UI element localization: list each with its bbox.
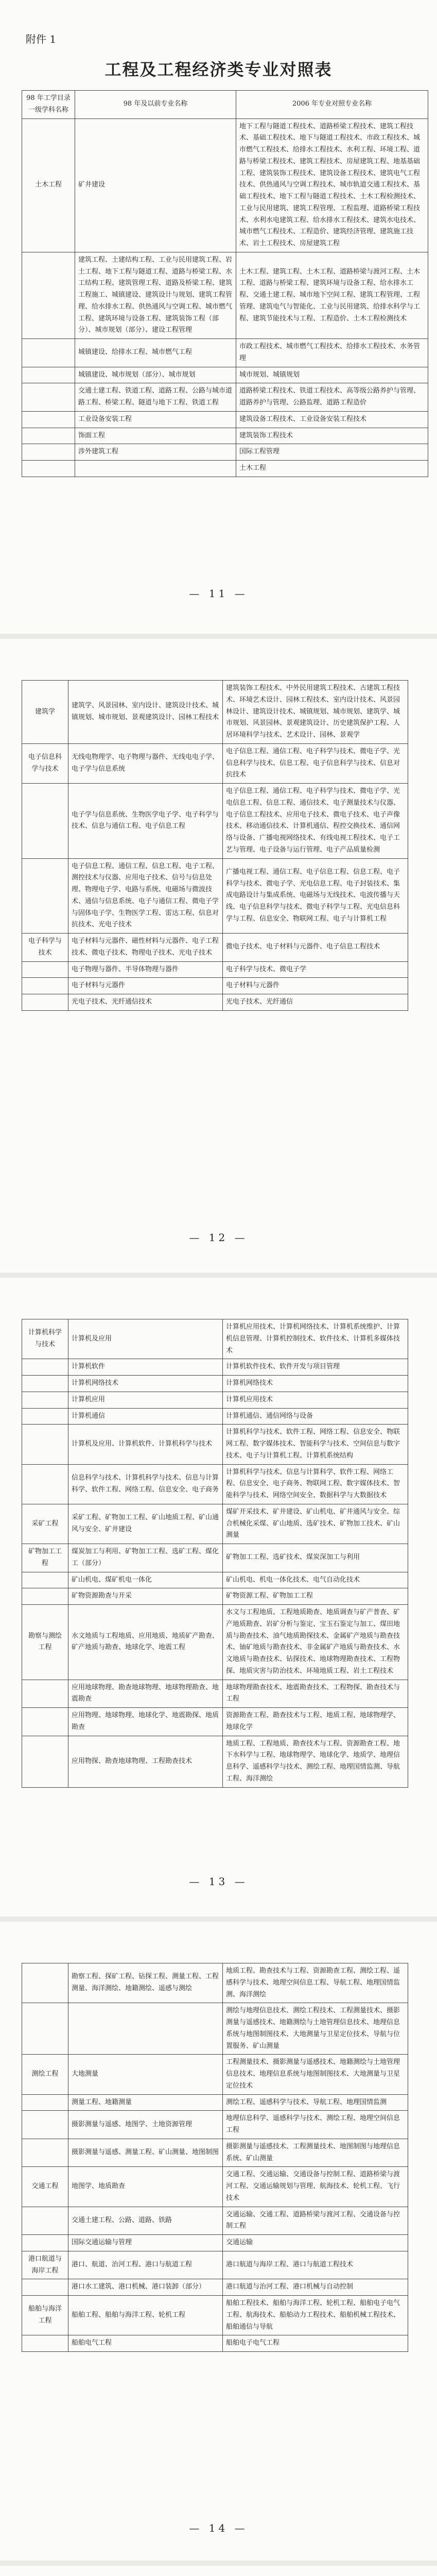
table-row (22, 2167, 408, 2207)
header-col2: 98 年及以前专业名称 (75, 91, 236, 119)
cell-c3: 地球物理勘查技术、地震勘查技术、工程物探、勘查技术与工程 (223, 1680, 408, 1708)
page-gap (0, 1273, 437, 1278)
cell-c2: 计算机及应用、计算机软件、计算机科学与技术 (68, 1425, 223, 1464)
table-row (22, 743, 408, 783)
table-row (22, 2251, 408, 2279)
cell-c2: 采矿工程、矿物加工工程、矿山地质工程、矿山通风与安全、矿井建设 (68, 1504, 223, 1544)
cell-c2: 大地测量 (68, 2055, 223, 2094)
cell-c1: 电子科学与技术 (22, 934, 68, 962)
cell-c3: 船舶工程技术、船舶与海洋工程、轮机工程、船舶电子电气工程、航海技术、船舶动力工程技术、船舶机械工程技术、船舶通信与导航 (223, 2296, 408, 2335)
cell-c1 (22, 461, 75, 477)
table-row (22, 2207, 408, 2235)
table-row (22, 444, 428, 461)
cell-c2: 建筑工程、土建结构工程、工业与民用建筑工程、岩土工程、地下工程与隧道工程、道路与桥梁工程、水工结构工程、建筑管理工程、道路及桥梁工程、建筑工程施工、城镇建设、建筑设计与规划、建筑工程管理、给水排水工程、供热通风与空调工程、城市燃气工程、建筑环境与设备工程、建筑装饰工程（部分）、城市规划（部分）、建设工程管理 (75, 252, 236, 338)
cell-c2: 应用物探、勘查地球物理、工程勘查技术 (68, 1736, 223, 1787)
cell-c1 (22, 1392, 68, 1408)
cell-c3: 光电子技术、光纤通信 (223, 994, 408, 1011)
table-row (22, 994, 408, 1011)
cell-c2: 计算机软件 (68, 1359, 223, 1376)
cell-c3: 地质工程、勘查技术与工程、资源勘查工程、测绘工程、遥感科学与技术、地理空间信息工程、导航工程、地理国情监测、海洋测绘 (223, 1963, 408, 2003)
table-row (22, 1504, 408, 1544)
cell-c3: 水文与工程地质、工程地质勘查、地质调查与矿产普查、矿产地质勘查、岩矿分析与鉴定、宝玉石鉴定与加工、煤田地质与勘查技术、油气地质勘探技术、金属矿产地质与勘查技术、铀矿地质与勘查技术、非金属矿产地质与勘查技术、水文地质与勘查技术、钻探技术、地球物理勘查技术、工程物探、地质灾害与防治技术、环境地质工程、岩土工程技术 (223, 1605, 408, 1680)
table-row (22, 1359, 408, 1376)
cell-c2: 矿物资源勘查与开采 (68, 1588, 223, 1605)
cell-c3: 矿物加工工程、选矿技术、煤炭深加工与利用 (223, 1544, 408, 1572)
cell-c2: 国际交通运输与管理 (68, 2235, 223, 2251)
table-row (22, 367, 428, 383)
cell-c3: 地下工程与隧道工程技术、道路桥梁工程技术、建筑工程技术、基础工程技术、地下与隧道工程技术、市政工程技术、城市燃气工程技术、给排水工程技术、水利工程、环境工程、道路与桥梁工程技术、建筑工程技术、房屋建筑工程、地基基础工程、建筑装饰工程技术、建筑设备工程技术、建筑电气工程技术、供热通风与空调工程技术、城市轨道交通工程技术、基础工程技术、地下工程与隧道工程技术、土木工程检测技术、工业与民用建筑、建筑工程管理、工程监理、道路桥梁工程技术、水利水电建筑工程、给水排水工程技术、建筑水电技术、城市燃气工程技术、工程造价、建筑经济管理、建筑施工技术、岩土工程技术、房屋建筑工程 (236, 118, 428, 252)
table-row (22, 1425, 408, 1464)
page-number: — 14 — (189, 2522, 248, 2534)
cell-c2: 电子材料与元器件 (68, 978, 223, 994)
cell-c1: 电子信息科学与技术 (22, 743, 68, 783)
cell-c1 (22, 994, 68, 1011)
cell-c3: 工程测量技术、摄影测量与遥感技术、地籍测绘与土地管理信息技术、地理信息系统与地图制图技术、大地测量与卫星定位技术 (223, 2055, 408, 2094)
cell-c1 (22, 2207, 68, 2235)
cell-c1 (22, 1680, 68, 1708)
table-row (22, 2111, 408, 2139)
cell-c3: 计算机科学与技术、软件工程、网络工程、信息安全、物联网工程、数字媒体技术、智能科学与技术、空间信息与数字技术、电子与计算机工程、计算机系统结构 (223, 1425, 408, 1464)
cell-c1: 计算机科学与技术 (22, 1319, 68, 1359)
cell-c1 (22, 428, 75, 444)
cell-c2: 电子信息工程、通信工程、信息工程、电子工程、测控技术与仪器、应用电子技术、信号与信息处理、物理电子学、电路与系统、电磁场与微波技术、通信与信息系统、电子与通信工程、微电子学与固体电子学、生物医学工程、雷达工程、信息对抗技术、光电子技术 (68, 858, 223, 934)
cell-c2: 港口水工建筑、港口机械、港口装卸（部分） (68, 2279, 223, 2296)
table-row (22, 784, 408, 859)
cell-c2: 信息科学与技术、计算机科学与技术、信息与计算科学、软件工程、网络工程、信息安全、电子商务 (68, 1464, 223, 1504)
cell-c1 (22, 1408, 68, 1425)
cell-c2: 电子学与信息系统、生物医学电子学、电子科学与技术、信息与通信工程、电子信息工程 (68, 784, 223, 859)
cell-c2: 计算机通信 (68, 1408, 223, 1425)
cell-c1 (22, 383, 75, 412)
cell-c3: 电子信息工程、通信工程、电子科学与技术、微电子学、光信息科学与技术、信息工程、电子信息科学与技术、信息对抗技术 (223, 743, 408, 783)
page-1 (0, 0, 437, 634)
cell-c1 (22, 858, 68, 934)
cell-c3: 市政工程技术、城市燃气工程技术、给排水工程技术、水务管理 (236, 339, 428, 367)
cell-c1 (22, 2003, 68, 2055)
cell-c2: 交通土建工程、铁道工程、道路工程、公路与城市道路工程、桥梁工程、隧道与地下工程、铁道工程 (75, 383, 236, 412)
document-title: 工程及工程经济类专业对照表 (104, 60, 333, 79)
table-row (22, 2335, 408, 2352)
cell-c2: 计算机应用 (68, 1392, 223, 1408)
cell-c1 (22, 1736, 68, 1787)
table-row (22, 383, 428, 412)
cell-c3: 计算机软件技术、软件开发与项目管理 (223, 1359, 408, 1376)
table-row (22, 461, 428, 477)
cell-c1: 测绘工程 (22, 2055, 68, 2094)
attachment-label: 附件 1 (26, 33, 57, 45)
cell-c1 (22, 1359, 68, 1376)
table-row (22, 2003, 408, 2055)
table-row (22, 978, 408, 994)
cell-c2: 涉外建筑工程 (75, 444, 236, 461)
cell-c2: 港口、航道、治河工程、港口与航道工程 (68, 2251, 223, 2279)
table-row (22, 1544, 408, 1572)
page-number: — 11 — (189, 587, 248, 600)
table-page-1 (22, 90, 428, 477)
table-row (22, 1963, 408, 2003)
table-row (22, 1319, 408, 1359)
table-page-2 (22, 680, 408, 1011)
table-row (22, 2279, 408, 2296)
cell-c3: 计算机网络技术 (223, 1376, 408, 1392)
page-gap (0, 634, 437, 639)
cell-c2: 船舶电气工程 (68, 2335, 223, 2352)
cell-c2: 光电子技术、光纤通信技术 (68, 994, 223, 1011)
cell-c1 (22, 339, 75, 367)
table-row (22, 1376, 408, 1392)
cell-c1: 船舶与海洋工程 (22, 2296, 68, 2335)
cell-c1: 港口航道与海岸工程 (22, 2251, 68, 2279)
cell-c1 (22, 1425, 68, 1464)
cell-c2: 电子物理与器件、半导体物理与器件 (68, 961, 223, 978)
cell-c2: 交通土建工程、公路、道路、铁路 (68, 2207, 223, 2235)
cell-c1: 土木工程 (22, 118, 75, 252)
cell-c2 (75, 461, 236, 477)
cell-c1 (22, 1588, 68, 1605)
cell-c1 (22, 2279, 68, 2296)
cell-c3: 国际工程管理 (236, 444, 428, 461)
cell-c3: 港口航道与治河工程、港口机械与自动控制 (223, 2279, 408, 2296)
cell-c3: 广播电视工程、通信工程、电子信息工程、信息工程、电子科学与技术、微电子学、光电信息工程、电子封装技术、集成电路设计与集成系统、电磁场与无线技术、电波传播与天线、电子信息科学与技术、微电子科学与工程、光电信息科学与工程、信息安全、物联网工程、电子与计算机工程 (223, 858, 408, 934)
cell-c3: 城市规划、城镇规划 (236, 367, 428, 383)
cell-c2: 无线电物理学、电子物理与器件、无线电电子学、电子学与信息系统 (68, 743, 223, 783)
table-row (22, 681, 408, 744)
cell-c3: 交通工程、交通运输、交通设备与控制工程、道路桥梁与渡河工程、交通运输规划与管理、航海技术、轮机工程、飞行技术 (223, 2167, 408, 2207)
cell-c3: 土木工程、建筑工程、土木工程、道路桥梁与渡河工程、土木工程、道路与桥梁工程、建筑环境与设备工程、给水排水工程、交通土建工程、城市地下空间工程、建筑工程管理、工程管理、建筑电气与智能化、工业与民用建筑、给排水科学与工程、建筑节能技术与工程、工程造价、土木工程检测技术 (236, 252, 428, 338)
page-3 (0, 1278, 437, 1917)
cell-c2: 应用物理、地球物理、地球化学、地震勘探、地质勘查 (68, 1708, 223, 1736)
table-row (22, 1464, 408, 1504)
cell-c2: 矿山机电、煤矿机电一体化 (68, 1572, 223, 1588)
cell-c3: 计算机应用技术 (223, 1392, 408, 1408)
cell-c1 (22, 411, 75, 428)
table-row (22, 2055, 408, 2094)
page-2 (0, 639, 437, 1273)
cell-c2: 计算机网络技术 (68, 1376, 223, 1392)
table-row (22, 411, 428, 428)
cell-c2: 地图学、地质勘查 (68, 2167, 223, 2207)
cell-c1 (22, 2094, 68, 2111)
cell-c2: 摄影测量与遥感、地图学、土地资源管理 (68, 2111, 223, 2139)
cell-c3: 电子材料与元器件 (223, 978, 408, 994)
cell-c3: 矿物资源工程、矿物加工工程 (223, 1588, 408, 1605)
table-row (22, 428, 428, 444)
table-row (22, 858, 408, 934)
cell-c3: 计算机通信、通信网络与设备 (223, 1408, 408, 1425)
cell-c2: 矿井建设 (75, 118, 236, 252)
cell-c1 (22, 252, 75, 338)
cell-c3: 测绘与地理信息技术、测绘工程技术、工程测量技术、摄影测量与遥感技术、地籍测绘与土地管理信息技术、地理信息系统与地图制图技术、大地测量与卫星定位技术、导航与位置服务、矿山测量 (223, 2003, 408, 2055)
page-number: — 13 — (189, 1875, 248, 1888)
cell-c3: 测绘工程、遥感科学与技术、导航工程、地理国情监测 (223, 2094, 408, 2111)
cell-c1: 勘察与测绘工程 (22, 1605, 68, 1680)
cell-c2: 应用地球物理、勘查地球物理、地球物理勘查、地震勘查 (68, 1680, 223, 1708)
table-row (22, 2139, 408, 2167)
table-row (22, 252, 428, 338)
header-col1: 98 年工学目录一级学科名称 (22, 91, 75, 119)
cell-c2: 摄影测量与遥感、测量工程、矿山测量、地图制图 (68, 2139, 223, 2167)
cell-c2: 船舶工程、船舶与海洋工程、轮机工程 (68, 2296, 223, 2335)
cell-c1 (22, 1708, 68, 1736)
cell-c2: 电子材料与元器件、磁性材料与元器件、电子工程技术、微电子技术、物理电子技术、光电子技术 (68, 934, 223, 962)
cell-c2: 城镇建设、给排水工程、城市燃气工程 (75, 339, 236, 367)
cell-c3: 计算机应用技术、计算机网络技术、计算机系统维护、计算机信息管理、计算机控制技术、软件技术、计算机多媒体技术 (223, 1319, 408, 1359)
table-row (22, 961, 408, 978)
cell-c3: 建筑装饰工程技术、中外民用建筑工程技术、古建筑工程技术、环境艺术设计、园林工程技术、室内设计技术、风景园林设计、建筑设计技术、城镇规划、城市规划、建筑学、城市规划、风景园林、景观建筑设计、历史建筑保护工程、人居环境科学与技术、艺术设计、园林、景观学 (223, 681, 408, 744)
cell-c2: 勘察工程、探矿工程、钻探工程、测量工程、工程测量、海洋测绘、地籍测绘、遥感与测绘 (68, 1963, 223, 2003)
cell-c1 (22, 2335, 68, 2352)
cell-c1 (22, 1963, 68, 2003)
cell-c3: 地理信息科学、遥感科学与技术、测绘工程、地理空间信息工程 (223, 2111, 408, 2139)
cell-c3: 土木工程 (236, 461, 428, 477)
cell-c1 (22, 2139, 68, 2167)
page-4 (0, 1922, 437, 2561)
cell-c2: 煤炭加工与利用、矿物加工工程、选矿工程、煤化工（部分） (68, 1544, 223, 1572)
cell-c3: 道路桥梁工程技术、铁道工程技术、高等级公路养护与管理、道路养护与管理、公路监理、道路工程造价 (236, 383, 428, 412)
cell-c2: 计算机及应用 (68, 1319, 223, 1359)
cell-c3: 计算机科学与技术、信息与计算科学、软件工程、网络工程、信息安全、电子商务、物联网工程、数字媒体技术、智能科学与技术、网络空间安全、数据科学与大数据技术 (223, 1464, 408, 1504)
cell-c1 (22, 367, 75, 383)
page-number: — 12 — (189, 1231, 248, 1244)
cell-c3: 地质工程、工程地质、勘查技术与工程、资源勘查工程、地下水科学与工程、地球物理学、地球化学、地质学、地理信息科学、遥感科学与技术、测绘工程、地理国情监测、导航工程、海洋测绘 (223, 1736, 408, 1787)
table-row (22, 1680, 408, 1708)
cell-c3: 建筑装饰工程技术 (236, 428, 428, 444)
table-row (22, 934, 408, 962)
cell-c2 (68, 2003, 223, 2055)
cell-c1 (22, 1376, 68, 1392)
cell-c3: 电子信息工程、通信工程、电子科学与技术、微电子学、光电信息工程、信息工程、通信技术、电子测量技术与仪器、电子信息工程技术、应用电子技术、微电子技术、电子声像技术、移动通信技术、计算机通信、程控交换技术、通信网络与设备、广播电视网络技术、有线电视工程技术、电子工艺与管理、电子设备与运行管理、电子产品质量检测 (223, 784, 408, 859)
table-page-3 (22, 1319, 408, 1788)
cell-c1 (22, 978, 68, 994)
cell-c2: 水文地质与工程地质、应用地质、地质矿产勘查、矿产地质与勘查、地球化学、地震工程 (68, 1605, 223, 1680)
cell-c3: 电子科学与技术、微电子学 (223, 961, 408, 978)
cell-c1 (22, 444, 75, 461)
table-header-row (22, 91, 428, 119)
cell-c2: 城镇建设、城市规划（部分）、城市规划 (75, 367, 236, 383)
table-row (22, 1708, 408, 1736)
cell-c3: 建筑设备工程技术、工业设备安装工程技术 (236, 411, 428, 428)
cell-c1: 矿物加工工程 (22, 1544, 68, 1572)
table-row (22, 339, 428, 367)
cell-c1 (22, 961, 68, 978)
cell-c3: 微电子技术、电子材料与元器件、电子信息工程技术 (223, 934, 408, 962)
cell-c1 (22, 2111, 68, 2139)
table-page-4 (22, 1963, 408, 2352)
header-col3: 2006 年专业对照专业名称 (236, 91, 428, 119)
table-row (22, 1572, 408, 1588)
table-row (22, 2296, 408, 2335)
cell-c1: 建筑学 (22, 681, 68, 744)
cell-c3: 交通运输 (223, 2235, 408, 2251)
table-row (22, 1588, 408, 1605)
table-row (22, 2094, 408, 2111)
cell-c1 (22, 1464, 68, 1504)
cell-c3: 交通运输、交通工程、道路桥梁与渡河工程、交通设备与控制工程 (223, 2207, 408, 2235)
cell-c1: 交通工程 (22, 2167, 68, 2207)
table-row (22, 1408, 408, 1425)
cell-c3: 港口航道与海岸工程、港口与航道工程技术 (223, 2251, 408, 2279)
cell-c1 (22, 2235, 68, 2251)
table-row (22, 118, 428, 252)
cell-c2: 建筑学、风景园林、室内设计、建筑设计技术、城镇规划、城市规划、景观建筑设计、园林工程技术 (68, 681, 223, 744)
cell-c2: 测量工程、地籍测量 (68, 2094, 223, 2111)
table-row (22, 1605, 408, 1680)
page-5 (0, 2566, 437, 2576)
cell-c3: 矿山机电、机电一体化技术、电气自动化技术 (223, 1572, 408, 1588)
table-row (22, 1392, 408, 1408)
cell-c3: 摄影测量与遥感技术、工程测量技术、地图制图与地理信息系统、矿山测量 (223, 2139, 408, 2167)
cell-c3: 煤矿开采技术、矿井建设、矿山机电、矿井通风与安全、综合机械化采煤、矿山地质、选矿技术、矿物加工技术、矿山测量 (223, 1504, 408, 1544)
cell-c3: 船舶电子电气工程 (223, 2335, 408, 2352)
table-row (22, 1736, 408, 1787)
cell-c2: 工业设备安装工程 (75, 411, 236, 428)
cell-c1 (22, 1572, 68, 1588)
cell-c1: 采矿工程 (22, 1504, 68, 1544)
page-gap (0, 2561, 437, 2566)
cell-c3: 资源勘查工程、勘查技术与工程、地质工程、地球物理学、地球化学 (223, 1708, 408, 1736)
page-gap (0, 1917, 437, 1922)
cell-c2: 饰面工程 (75, 428, 236, 444)
cell-c1 (22, 784, 68, 859)
table-row (22, 2235, 408, 2251)
